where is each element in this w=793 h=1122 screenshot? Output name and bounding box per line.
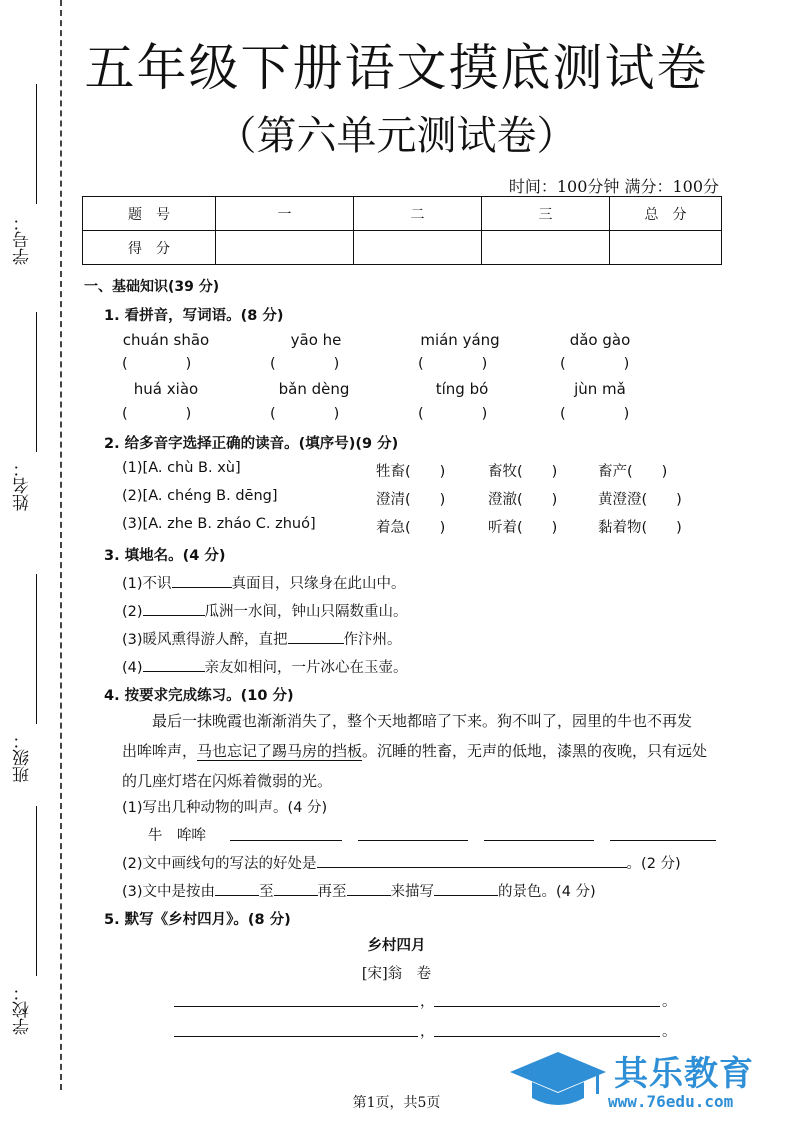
blank[interactable]	[172, 573, 232, 588]
table-cell: 题 号	[83, 197, 216, 231]
blank[interactable]	[215, 881, 259, 896]
blank[interactable]	[434, 881, 498, 896]
answer-paren[interactable]: ( )	[418, 406, 488, 422]
options-text: (2)[A. chéng B. dēng]	[122, 488, 278, 504]
subquestion-3	[122, 880, 596, 901]
line-text: (2)	[122, 604, 143, 620]
subquestion-1: (1)写出几种动物的叫声。(4 分)	[122, 800, 328, 816]
banji-label: 班级：	[13, 732, 33, 783]
fill-line-3	[122, 628, 402, 649]
xuexiao-label: 学校：	[13, 984, 33, 1035]
question-5-title: 5. 默写《乡村四月》。(8 分)	[104, 912, 291, 928]
xingming-line	[36, 312, 37, 452]
pinyin-item: tíng bó	[435, 380, 489, 398]
poem-answer-line[interactable]	[174, 1006, 418, 1007]
comma: ，	[420, 1024, 435, 1040]
answer-paren[interactable]: ( )	[270, 356, 340, 372]
word-item: 畜产( )	[598, 464, 668, 480]
line-text: 瓜洲一水间，钟山只隔数重山。	[204, 604, 408, 620]
page-subtitle: （第六单元测试卷）	[216, 113, 577, 159]
table-cell: 总 分	[610, 197, 722, 231]
question-4-title: 4. 按要求完成练习。(10 分)	[104, 688, 294, 704]
pinyin-item: bǎn dèng	[278, 380, 350, 398]
line-text: (4)	[122, 660, 143, 676]
logo-name: 其乐教育	[614, 1054, 754, 1094]
exam-meta: 时间：100分钟 满分：100分	[508, 177, 719, 196]
question-3-title: 3. 填地名。(4 分)	[104, 548, 226, 564]
line-text: 再至	[317, 884, 347, 900]
options-text: (1)[A. chù B. xù]	[122, 460, 241, 476]
answer-paren[interactable]: ( )	[270, 406, 340, 422]
table-cell: 二	[354, 197, 482, 231]
pinyin-item: jùn mǎ	[574, 380, 626, 398]
poem-answer-line[interactable]	[434, 1036, 660, 1037]
poem-answer-line[interactable]	[434, 1006, 660, 1007]
answer-line[interactable]	[484, 840, 594, 841]
word-item: 着急( )	[376, 520, 446, 536]
line-text: (3)文中是按由	[122, 884, 216, 900]
answer-paren[interactable]: ( )	[122, 406, 192, 422]
line-text: 真面目，只缘身在此山中。	[231, 576, 406, 592]
pinyin-item: dǎo gào	[569, 331, 631, 349]
section-heading: 一、基础知识(39 分)	[84, 279, 220, 295]
word-item: 畜牧( )	[488, 464, 558, 480]
poem-answer-line[interactable]	[174, 1036, 418, 1037]
pinyin-item: huá xiào	[133, 380, 199, 398]
passage-line: 的几座灯塔在闪烁着微弱的光。	[122, 772, 333, 790]
pinyin-item: chuán shāo	[122, 331, 210, 349]
table-cell[interactable]	[354, 231, 482, 265]
comma: ，	[420, 994, 435, 1010]
line-text: (1)不识	[122, 576, 172, 592]
table-cell[interactable]	[482, 231, 610, 265]
table-cell[interactable]	[610, 231, 722, 265]
table-cell: 一	[216, 197, 354, 231]
passage-line	[122, 736, 722, 766]
xingming-label: 姓名：	[13, 460, 33, 511]
page-title: 五年级下册语文摸底测试卷	[84, 39, 709, 97]
answer-line[interactable]	[610, 840, 716, 841]
table-cell: 得 分	[83, 231, 216, 265]
passage-text: 。沉睡的牲畜，无声的低地，漆黑的夜晚，只有远处	[362, 742, 708, 760]
subquestion-2	[122, 852, 681, 873]
question-1-title: 1. 看拼音，写词语。(8 分)	[104, 308, 284, 324]
question-2-title: 2. 给多音字选择正确的读音。(填序号)(9 分)	[104, 436, 399, 452]
fill-line-1	[122, 572, 406, 593]
pinyin-item: yāo he	[290, 331, 342, 349]
line-text: 的景色。(4 分)	[498, 884, 596, 900]
poem-title: 乡村四月	[367, 938, 426, 954]
word-item: 澄清( )	[376, 492, 446, 508]
passage-text: 出哞哞声，	[122, 742, 198, 760]
fill-line-2	[122, 600, 408, 621]
blank[interactable]	[274, 881, 318, 896]
period: 。	[662, 1024, 677, 1040]
blank[interactable]	[288, 629, 344, 644]
line-text: (3)暖风熏得游人醉，直把	[122, 632, 288, 648]
score-table-header-row	[83, 197, 722, 231]
answer-line[interactable]	[358, 840, 468, 841]
example-answer: 牛 哞哞	[148, 828, 206, 844]
line-text: 。(2 分)	[626, 856, 681, 872]
word-item: 澄澈( )	[488, 492, 558, 508]
line-text: 至	[259, 884, 274, 900]
blank[interactable]	[347, 881, 391, 896]
answer-paren[interactable]: ( )	[560, 356, 630, 372]
answer-paren[interactable]: ( )	[418, 356, 488, 372]
passage-line: 最后一抹晚霞也渐渐消失了，整个天地都暗了下来。狗不叫了，园里的牛也不再发	[152, 712, 693, 730]
table-cell[interactable]	[216, 231, 354, 265]
underlined-sentence: 马也忘记了踢马房的挡板	[197, 742, 363, 760]
blank[interactable]	[317, 853, 627, 868]
page-footer: 第1页，共5页	[352, 1095, 441, 1111]
pinyin-item: mián yáng	[420, 331, 500, 349]
blank[interactable]	[143, 657, 205, 672]
word-item: 听着( )	[488, 520, 558, 536]
banji-line	[36, 574, 37, 724]
answer-paren[interactable]: ( )	[560, 406, 630, 422]
score-table-score-row	[83, 231, 722, 265]
blank[interactable]	[143, 601, 205, 616]
table-cell: 三	[482, 197, 610, 231]
logo-url: www.76edu.com	[608, 1092, 734, 1111]
line-text: 作汴州。	[343, 632, 402, 648]
word-item: 黏着物( )	[598, 520, 682, 536]
xuehao-label: 学号：	[13, 214, 33, 265]
line-text: (2)文中画线句的写法的好处是	[122, 856, 317, 872]
word-item: 牲畜( )	[376, 464, 446, 480]
answer-line[interactable]	[230, 840, 342, 841]
line-text: 亲友如相问，一片冰心在玉壶。	[204, 660, 408, 676]
period: 。	[662, 994, 677, 1010]
fill-line-4	[122, 656, 408, 677]
line-text: 来描写	[390, 884, 435, 900]
word-item: 黄澄澄( )	[598, 492, 682, 508]
score-table	[82, 196, 722, 265]
options-text: (3)[A. zhe B. zháo C. zhuó]	[122, 516, 316, 532]
poem-author: [宋]翁 卷	[361, 966, 432, 982]
reading-passage	[122, 706, 722, 796]
binding-dashed-line	[60, 0, 62, 1090]
answer-paren[interactable]: ( )	[122, 356, 192, 372]
